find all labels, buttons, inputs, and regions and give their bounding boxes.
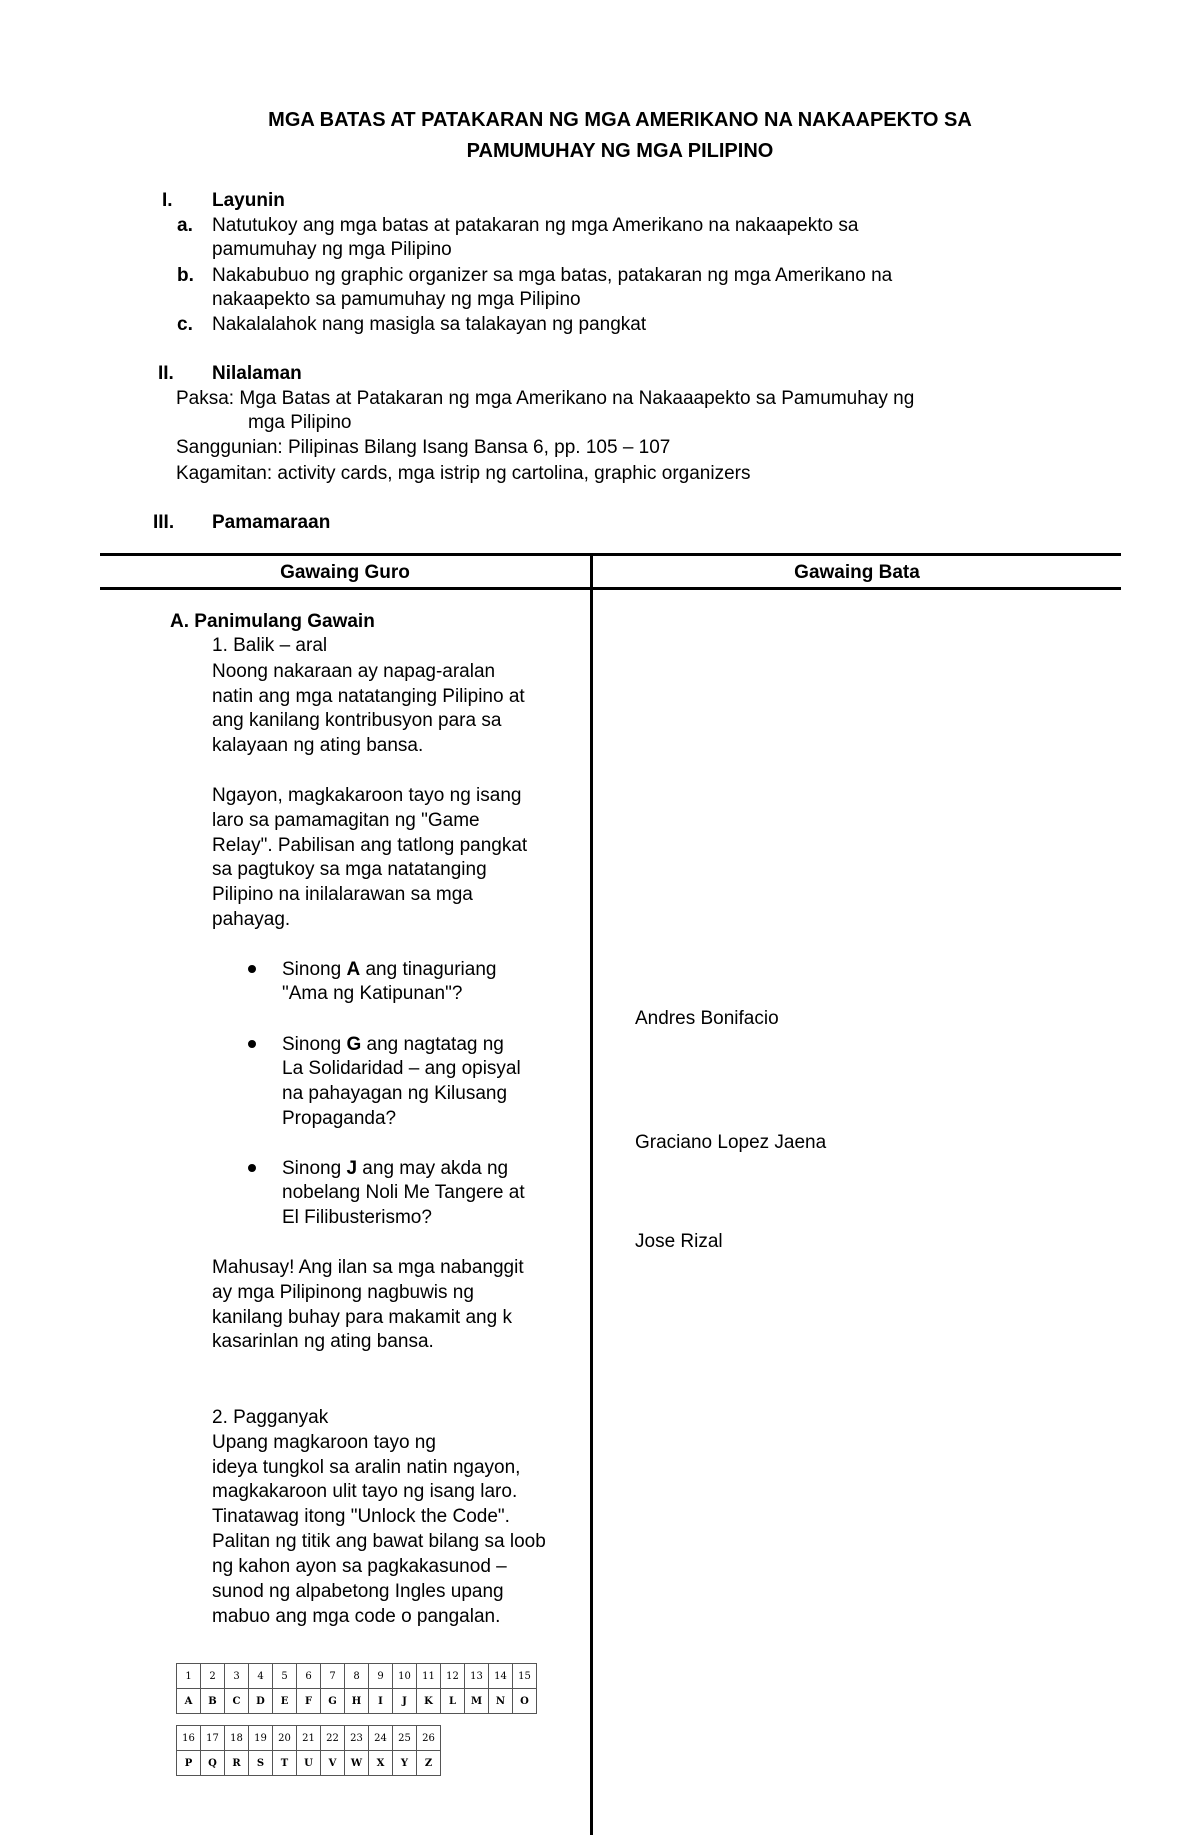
pamamaraan-heading: Pamamaraan xyxy=(212,512,331,533)
guro-p4-line: ideya tungkol sa aralin natin ngayon, xyxy=(212,1457,521,1478)
cipher-cell: D xyxy=(249,1689,273,1714)
cipher-table-row1 xyxy=(176,1663,537,1714)
cipher-table-row2 xyxy=(176,1725,441,1776)
cipher-cell: 19 xyxy=(249,1726,273,1751)
cipher-cell: 18 xyxy=(225,1726,249,1751)
cipher-cell: H xyxy=(345,1689,369,1714)
bullet-icon xyxy=(248,965,256,973)
guro-p4-line: sunod ng alpabetong Ingles upang xyxy=(212,1581,504,1602)
guro-p1-line: ang kanilang kontribusyon para sa xyxy=(212,710,502,731)
column-header-gawaing-bata: Gawaing Bata xyxy=(794,562,920,583)
cipher-cell: T xyxy=(273,1751,297,1776)
cipher-cell: 15 xyxy=(513,1664,537,1689)
guro-p4-line: Palitan ng titik ang bawat bilang sa loob xyxy=(212,1531,546,1552)
table-top-border xyxy=(100,553,1121,556)
question-a-line1: Sinong A ang tinaguriang xyxy=(282,959,497,980)
cipher-cell: S xyxy=(249,1751,273,1776)
cipher-cell: 26 xyxy=(417,1726,441,1751)
cipher-cell: 8 xyxy=(345,1664,369,1689)
cipher-letter-row xyxy=(177,1751,441,1776)
layunin-item-a-line1: Natutukoy ang mga batas at patakaran ng mga Amerikano na nakaapekto sa xyxy=(212,215,859,236)
cipher-cell: E xyxy=(273,1689,297,1714)
nilalaman-numeral: II. xyxy=(158,363,174,384)
cipher-cell: U xyxy=(297,1751,321,1776)
cipher-cell: 20 xyxy=(273,1726,297,1751)
cipher-cell: C xyxy=(225,1689,249,1714)
cipher-cell: Q xyxy=(201,1751,225,1776)
cipher-cell: 16 xyxy=(177,1726,201,1751)
cipher-number-row xyxy=(177,1726,441,1751)
guro-p1-line: Noong nakaraan ay napag-aralan xyxy=(212,661,496,682)
guro-p3-line: ay mga Pilipinong nagbuwis ng xyxy=(212,1282,474,1303)
layunin-item-a-line2: pamumuhay ng mga Pilipino xyxy=(212,239,452,260)
answer-andres-bonifacio: Andres Bonifacio xyxy=(635,1008,779,1029)
nilalaman-heading: Nilalaman xyxy=(212,363,302,384)
layunin-marker-b: b. xyxy=(177,265,194,286)
section-panimulang-gawain: A. Panimulang Gawain xyxy=(170,611,375,632)
cipher-cell: 6 xyxy=(297,1664,321,1689)
guro-p2-line: Ngayon, magkakaroon tayo ng isang xyxy=(212,785,522,806)
cipher-cell: 10 xyxy=(393,1664,417,1689)
cipher-cell: B xyxy=(201,1689,225,1714)
guro-p2-line: laro sa pamamagitan ng "Game xyxy=(212,810,480,831)
layunin-numeral: I. xyxy=(162,190,173,211)
guro-p4-line: Tinatawag itong "Unlock the Code". xyxy=(212,1506,510,1527)
guro-p4-line: mabuo ang mga code o pangalan. xyxy=(212,1606,501,1627)
guro-p4-line: Upang magkaroon tayo ng xyxy=(212,1432,436,1453)
pamamaraan-numeral: III. xyxy=(153,512,175,533)
answer-jose-rizal: Jose Rizal xyxy=(635,1231,723,1252)
cipher-cell: R xyxy=(225,1751,249,1776)
sanggunian: Sanggunian: Pilipinas Bilang Isang Bansa 6, pp. 105 – 107 xyxy=(176,437,671,458)
layunin-item-b-line1: Nakabubuo ng graphic organizer sa mga batas, patakaran ng mga Amerikano na xyxy=(212,265,893,286)
cipher-cell: N xyxy=(489,1689,513,1714)
cipher-cell: M xyxy=(465,1689,489,1714)
balik-aral-heading: 1. Balik – aral xyxy=(212,635,328,656)
layunin-item-c-line1: Nakalalahok nang masigla sa talakayan ng pangkat xyxy=(212,314,647,335)
guro-p2-line: sa pagtukoy sa mga natatanging xyxy=(212,859,487,880)
layunin-marker-a: a. xyxy=(177,215,193,236)
cipher-cell: 3 xyxy=(225,1664,249,1689)
bullet-icon xyxy=(248,1040,256,1048)
guro-p4-line: ng kahon ayon sa pagkakasunod – xyxy=(212,1556,507,1577)
guro-p2-line: Relay". Pabilisan ang tatlong pangkat xyxy=(212,835,528,856)
cipher-cell: 13 xyxy=(465,1664,489,1689)
cipher-cell: 1 xyxy=(177,1664,201,1689)
cipher-cell: G xyxy=(321,1689,345,1714)
pagganyak-heading: 2. Pagganyak xyxy=(212,1407,329,1428)
cipher-cell: F xyxy=(297,1689,321,1714)
column-header-gawaing-guro: Gawaing Guro xyxy=(280,562,410,583)
guro-p4-line: magkakaroon ulit tayo ng isang laro. xyxy=(212,1481,518,1502)
cipher-cell: K xyxy=(417,1689,441,1714)
cipher-cell: Z xyxy=(417,1751,441,1776)
cipher-cell: 17 xyxy=(201,1726,225,1751)
cipher-cell: 24 xyxy=(369,1726,393,1751)
cipher-cell: 2 xyxy=(201,1664,225,1689)
question-g-line: Propaganda? xyxy=(282,1108,397,1129)
cipher-cell: 21 xyxy=(297,1726,321,1751)
cipher-cell: Y xyxy=(393,1751,417,1776)
cipher-cell: 9 xyxy=(369,1664,393,1689)
guro-p3-line: kasarinlan ng ating bansa. xyxy=(212,1331,434,1352)
question-g-line1: Sinong G ang nagtatag ng xyxy=(282,1034,504,1055)
table-header-border xyxy=(100,587,1121,590)
question-g-line: na pahayagan ng Kilusang xyxy=(282,1083,508,1104)
cipher-cell: A xyxy=(177,1689,201,1714)
cipher-cell: P xyxy=(177,1751,201,1776)
cipher-cell: W xyxy=(345,1751,369,1776)
cipher-letter-row xyxy=(177,1689,537,1714)
question-j-line: nobelang Noli Me Tangere at xyxy=(282,1182,525,1203)
cipher-cell: 25 xyxy=(393,1726,417,1751)
guro-p1-line: kalayaan ng ating bansa. xyxy=(212,735,424,756)
guro-p2-line: Pilipino na inilalarawan sa mga xyxy=(212,884,473,905)
layunin-heading: Layunin xyxy=(212,190,285,211)
cipher-cell: J xyxy=(393,1689,417,1714)
cipher-cell: 23 xyxy=(345,1726,369,1751)
cipher-cell: X xyxy=(369,1751,393,1776)
cipher-cell: 22 xyxy=(321,1726,345,1751)
cipher-number-row xyxy=(177,1664,537,1689)
layunin-marker-c: c. xyxy=(177,314,193,335)
kagamitan: Kagamitan: activity cards, mga istrip ng cartolina, graphic organizers xyxy=(176,463,751,484)
question-j-line1: Sinong J ang may akda ng xyxy=(282,1158,509,1179)
cipher-cell: 12 xyxy=(441,1664,465,1689)
cipher-cell: I xyxy=(369,1689,393,1714)
bullet-icon xyxy=(248,1164,256,1172)
cipher-cell: 14 xyxy=(489,1664,513,1689)
cipher-cell: 7 xyxy=(321,1664,345,1689)
cipher-cell: V xyxy=(321,1751,345,1776)
cipher-cell: O xyxy=(513,1689,537,1714)
question-a-line2: "Ama ng Katipunan"? xyxy=(282,983,463,1004)
cipher-cell: 5 xyxy=(273,1664,297,1689)
document-title-line1: MGA BATAS AT PATAKARAN NG MGA AMERIKANO NA NAKAAPEKTO SA xyxy=(268,109,972,131)
cipher-cell: L xyxy=(441,1689,465,1714)
question-g-line: La Solidaridad – ang opisyal xyxy=(282,1058,521,1079)
guro-p3-line: Mahusay! Ang ilan sa mga nabanggit xyxy=(212,1257,524,1278)
cipher-cell: 11 xyxy=(417,1664,441,1689)
paksa-line2: mga Pilipino xyxy=(248,412,352,433)
cipher-cell: 4 xyxy=(249,1664,273,1689)
table-column-divider xyxy=(590,554,593,1835)
layunin-item-b-line2: nakaapekto sa pamumuhay ng mga Pilipino xyxy=(212,289,581,310)
guro-p3-line: kanilang buhay para makamit ang k xyxy=(212,1307,512,1328)
answer-graciano-lopez-jaena: Graciano Lopez Jaena xyxy=(635,1132,827,1153)
guro-p2-line: pahayag. xyxy=(212,909,291,930)
guro-p1-line: natin ang mga natatanging Pilipino at xyxy=(212,686,525,707)
question-j-line: El Filibusterismo? xyxy=(282,1207,432,1228)
paksa-line1: Paksa: Mga Batas at Patakaran ng mga Amerikano na Nakaaapekto sa Pamumuhay ng xyxy=(176,388,915,409)
document-title-line2: PAMUMUHAY NG MGA PILIPINO xyxy=(466,140,774,162)
